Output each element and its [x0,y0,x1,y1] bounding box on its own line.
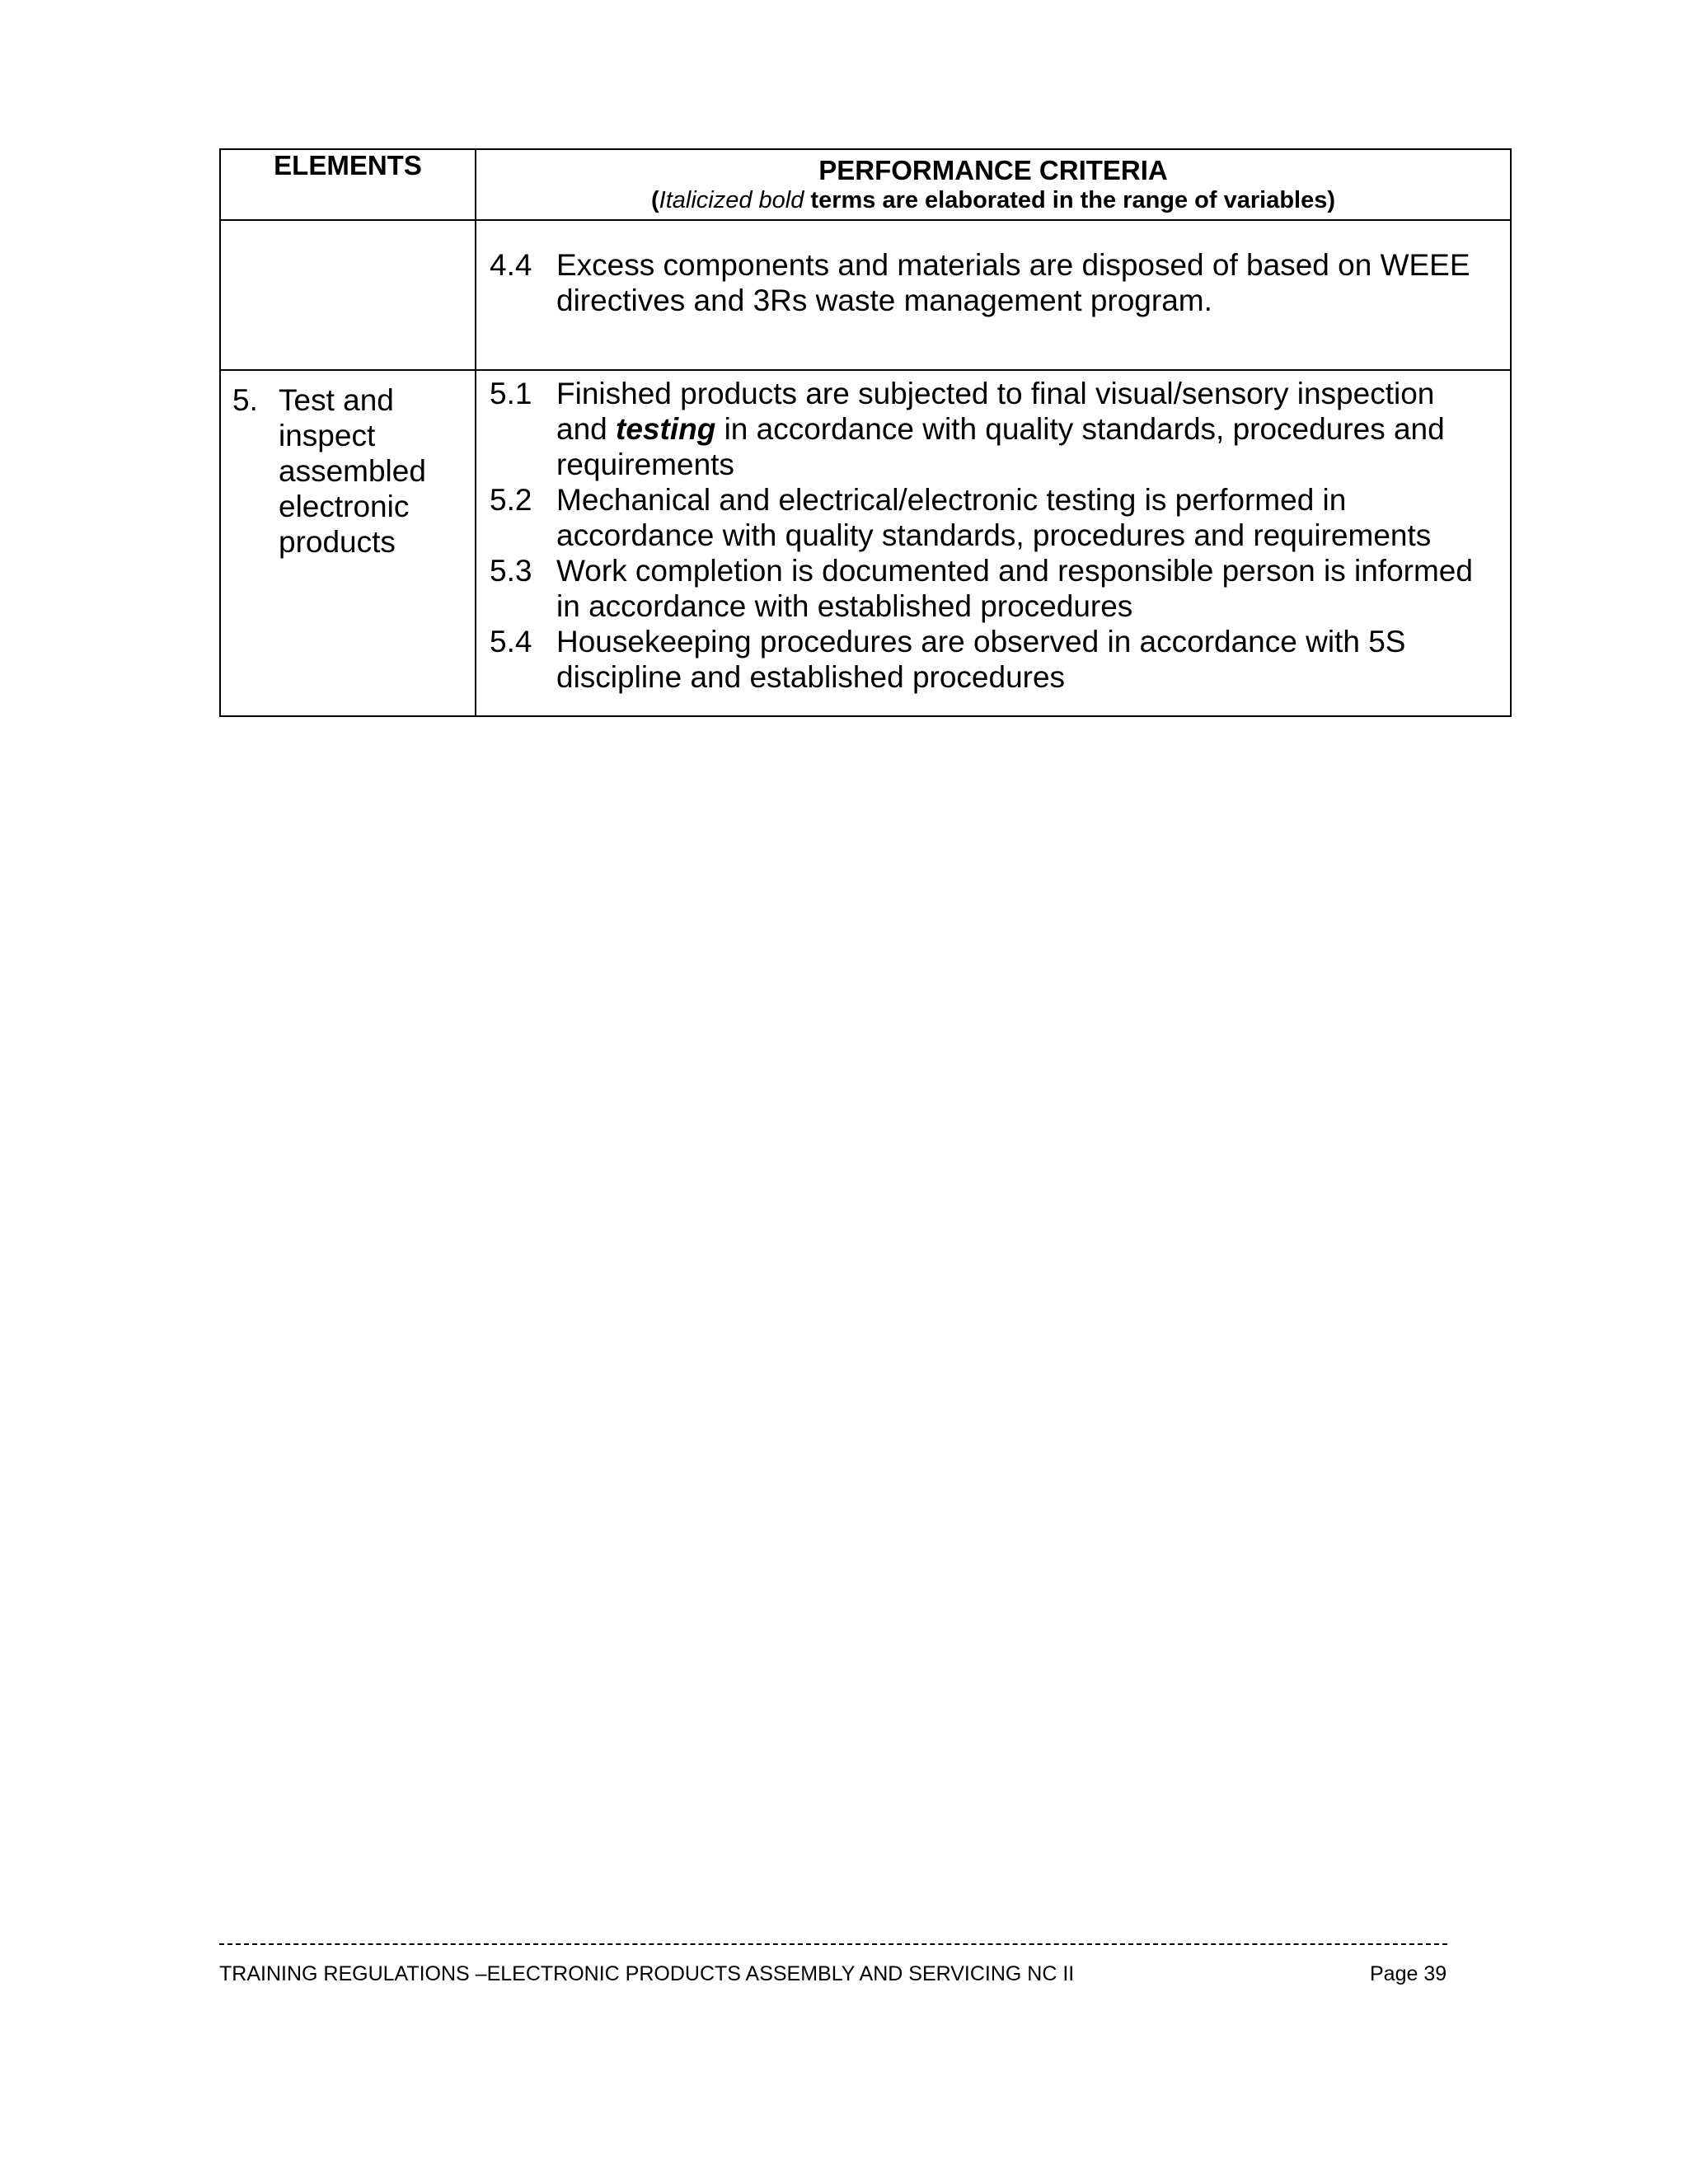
criterion-text: Work completion is documented and responsible person is informed in accordance with established procedures [556,554,1473,623]
element-cell [220,370,476,716]
footer-page-number: Page 39 [1370,1962,1447,1985]
performance-criteria-table [219,148,1512,717]
criterion-term-testing: testing [616,412,716,446]
subtitle-rest-text: terms are elaborated in the range of variables) [804,187,1336,213]
footer-divider [219,1943,1447,1945]
subtitle-italic-text: Italicized bold [659,187,804,213]
criterion-text: Housekeeping procedures are observed in accordance with 5S discipline and established procedures [556,625,1406,694]
criterion-item [476,376,1510,482]
criterion-text-before: Finished products are subjected to final visual/sensory inspection and [556,377,1435,446]
criterion-text [556,376,1493,482]
criterion-item [476,553,1510,624]
criterion-number: 5.4 [490,625,532,658]
elements-header: ELEMENTS [220,149,476,220]
performance-criteria-subtitle [476,186,1510,214]
criterion-text-after: in accordance with quality standards, procedures and requirements [556,412,1445,481]
performance-criteria-title: PERFORMANCE CRITERIA [818,155,1168,185]
criterion-text: Mechanical and electrical/electronic testing is performed in accordance with quality standards, procedures and requirements [556,483,1432,552]
criterion-number: 4.4 [490,248,532,282]
criterion-item [476,482,1510,553]
element-item [221,382,475,560]
table-row [220,220,1511,370]
criterion-item [476,624,1510,695]
criterion-number: 5.1 [490,377,532,410]
criterion-number: 5.2 [490,483,532,517]
subtitle-open-paren: ( [650,187,659,213]
element-text: Test and inspect assembled electronic products [279,383,426,559]
criteria-cell [476,370,1511,716]
criteria-cell [476,220,1511,370]
element-number: 5. [232,383,258,417]
criterion-item [476,247,1510,318]
criterion-text: Excess components and materials are disposed of based on WEEE directives and 3Rs waste management program. [556,248,1470,317]
table-header-row [220,149,1511,220]
footer-document-title: TRAINING REGULATIONS –ELECTRONIC PRODUCTS ASSEMBLY AND SERVICING NC II [219,1962,1075,1985]
criterion-number: 5.3 [490,554,532,588]
performance-criteria-header [476,149,1511,220]
table-row [220,370,1511,716]
element-cell [220,220,476,370]
